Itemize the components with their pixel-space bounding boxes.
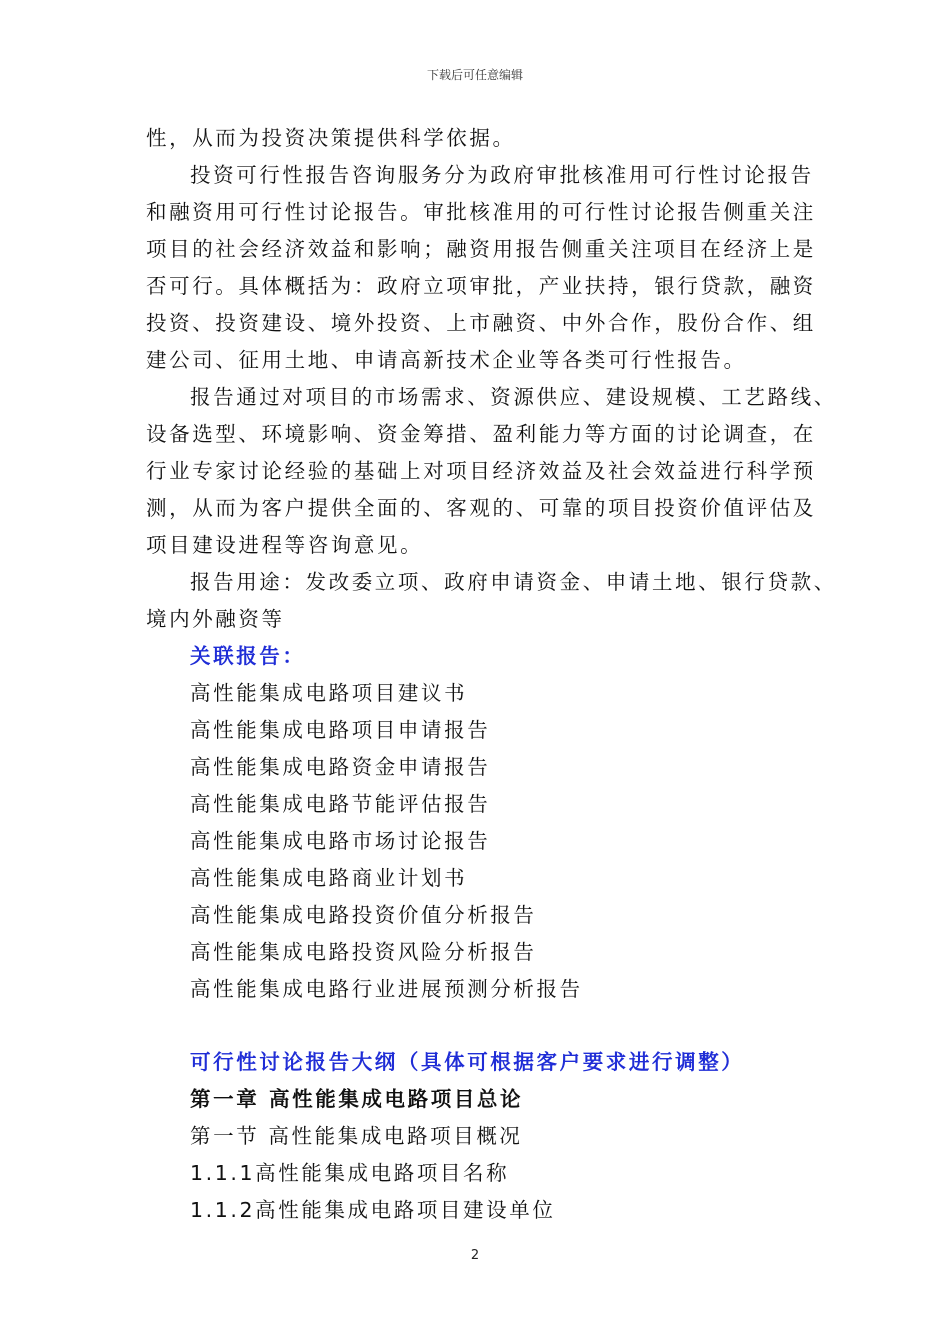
page-header: 下载后可任意编辑: [426, 68, 523, 82]
text-line: 否可行。具体概括为：政府立项审批，产业扶持，银行贷款，融资: [146, 274, 816, 298]
paragraph-4: [146, 564, 837, 638]
paragraph-1: [146, 120, 826, 157]
text-line: 投资、投资建设、境外投资、上市融资、中外合作，股份合作、组: [146, 311, 816, 335]
text-line: 项目建设进程等咨询意见。: [146, 533, 424, 557]
text-line: 报告用途：发改委立项、政府申请资金、申请土地、银行贷款、: [190, 570, 837, 594]
text-line: 报告通过对项目的市场需求、资源供应、建设规模、工艺路线、: [190, 385, 837, 409]
chapter-title: 第一章 高性能集成电路项目总论: [190, 1087, 524, 1111]
list-item: 高性能集成电路投资风险分析报告: [190, 940, 537, 964]
list-item: 高性能集成电路资金申请报告: [190, 755, 491, 779]
list-item: 高性能集成电路商业计划书: [190, 866, 468, 890]
related-reports-heading: 关联报告：: [190, 644, 306, 668]
list-item: 高性能集成电路投资价值分析报告: [190, 903, 537, 927]
section-title: 第一节 高性能集成电路项目概况: [190, 1124, 523, 1148]
text-line: 项目的社会经济效益和影响；融资用报告侧重关注项目在经济上是: [146, 237, 816, 261]
list-item: 高性能集成电路行业进展预测分析报告: [190, 977, 583, 1001]
spacer: [146, 1008, 826, 1044]
outline-heading: 可行性讨论报告大纲（具体可根据客户要求进行调整）: [190, 1050, 745, 1074]
text-line: 行业专家讨论经验的基础上对项目经济效益及社会效益进行科学预: [146, 459, 816, 483]
text-line: 设备选型、环境影响、资金筹措、盈利能力等方面的讨论调查，在: [146, 422, 816, 446]
list-item: 高性能集成电路市场讨论报告: [190, 829, 491, 853]
text-line: 投资可行性报告咨询服务分为政府审批核准用可行性讨论报告: [190, 163, 814, 187]
related-reports-list: [146, 675, 826, 1008]
list-item: 高性能集成电路项目建议书: [190, 681, 468, 705]
paragraph-3: [146, 379, 837, 564]
paragraph-2: [146, 157, 826, 379]
list-item: 高性能集成电路节能评估报告: [190, 792, 491, 816]
text-line: 和融资用可行性讨论报告。审批核准用的可行性讨论报告侧重关注: [146, 200, 816, 224]
text-line: 性，从而为投资决策提供科学依据。: [146, 126, 516, 150]
outline-item: 1.1.1高性能集成电路项目名称: [190, 1161, 510, 1185]
document-body: [146, 120, 837, 1229]
text-line: 建公司、征用土地、申请高新技术企业等各类可行性报告。: [146, 348, 747, 372]
page-number: 2: [470, 1248, 480, 1263]
outline-item: 1.1.2高性能集成电路项目建设单位: [190, 1198, 556, 1222]
list-item: 高性能集成电路项目申请报告: [190, 718, 491, 742]
text-line: 测，从而为客户提供全面的、客观的、可靠的项目投资价值评估及: [146, 496, 816, 520]
text-line: 境内外融资等: [146, 607, 285, 631]
